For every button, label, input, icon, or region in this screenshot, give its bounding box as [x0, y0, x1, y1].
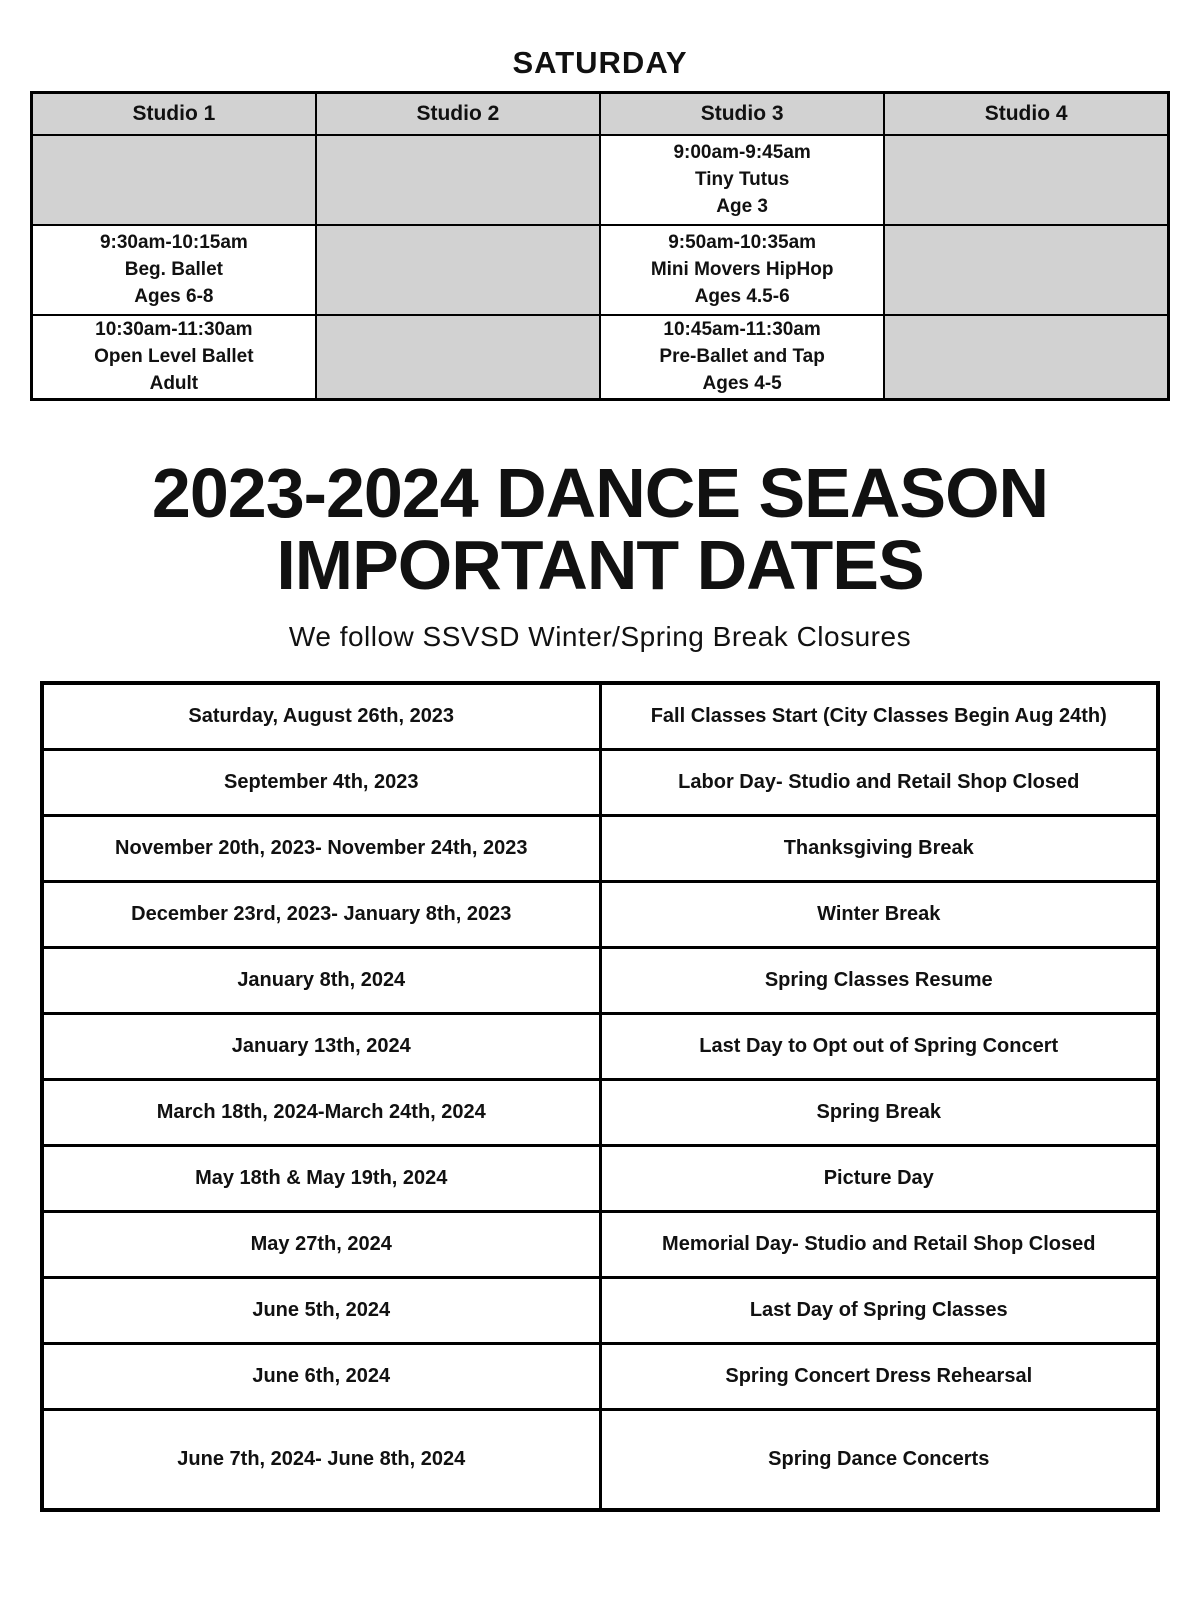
event-cell: Winter Break: [600, 881, 1158, 947]
season-title-line2: IMPORTANT DATES: [276, 526, 924, 604]
class-time: 9:00am-9:45am: [673, 142, 811, 163]
date-row: [42, 1343, 1158, 1409]
class-ages: Ages 4-5: [702, 373, 782, 395]
empty-cell: [884, 225, 1168, 315]
date-cell: June 5th, 2024: [42, 1277, 600, 1343]
season-subtitle: We follow SSVSD Winter/Spring Break Closures: [288, 621, 912, 652]
class-ages: Ages 6-8: [134, 286, 214, 307]
date-cell: May 18th & May 19th, 2024: [42, 1145, 600, 1211]
event-cell: Labor Day- Studio and Retail Shop Closed: [600, 749, 1158, 815]
class-name: Beg. Ballet: [124, 259, 223, 280]
event-cell: Picture Day: [600, 1145, 1158, 1211]
empty-cell: [316, 225, 600, 315]
season-title: [0, 454, 1200, 604]
class-time: 10:30am-11:30am: [95, 319, 253, 341]
event-cell: Spring Classes Resume: [600, 947, 1158, 1013]
studio-4-header: Studio 4: [884, 93, 1168, 135]
class-ages: Ages 4.5-6: [694, 286, 790, 307]
studio-schedule-table: [30, 91, 1170, 401]
date-row: [42, 749, 1158, 815]
date-cell: May 27th, 2024: [42, 1211, 600, 1277]
event-cell: Last Day of Spring Classes: [600, 1277, 1158, 1343]
class-time: 10:45am-11:30am: [663, 319, 821, 341]
date-row: [42, 1145, 1158, 1211]
class-ages: Adult: [149, 373, 199, 395]
class-name: Tiny Tutus: [694, 169, 790, 190]
date-cell: June 7th, 2024- June 8th, 2024: [42, 1409, 600, 1510]
event-cell: Thanksgiving Break: [600, 815, 1158, 881]
schedule-row-1: [32, 135, 1169, 225]
empty-cell: [316, 315, 600, 400]
date-cell: January 8th, 2024: [42, 947, 600, 1013]
empty-cell: [884, 135, 1168, 225]
event-cell: Spring Concert Dress Rehearsal: [600, 1343, 1158, 1409]
class-cell-beg-ballet: [32, 225, 316, 315]
important-dates-table: [40, 681, 1160, 1512]
schedule-row-3: [32, 315, 1169, 400]
empty-cell: [316, 135, 600, 225]
studio-1-header: Studio 1: [32, 93, 316, 135]
date-cell: September 4th, 2023: [42, 749, 600, 815]
studio-header-row: [32, 93, 1169, 135]
studio-2-header: Studio 2: [316, 93, 600, 135]
class-cell-open-level-ballet: [32, 315, 316, 400]
date-cell: January 13th, 2024: [42, 1013, 600, 1079]
class-cell-tiny-tutus: [600, 135, 884, 225]
class-time: 9:50am-10:35am: [668, 232, 817, 253]
date-cell: November 20th, 2023- November 24th, 2023: [42, 815, 600, 881]
date-row: [42, 1277, 1158, 1343]
date-cell: March 18th, 2024-March 24th, 2024: [42, 1079, 600, 1145]
date-row: [42, 1079, 1158, 1145]
day-title: SATURDAY: [512, 45, 688, 80]
class-name: Mini Movers HipHop: [650, 259, 834, 280]
empty-cell: [32, 135, 316, 225]
event-cell: Spring Dance Concerts: [600, 1409, 1158, 1510]
date-cell: December 23rd, 2023- January 8th, 2023: [42, 881, 600, 947]
date-row: [42, 947, 1158, 1013]
class-ages: Age 3: [716, 196, 768, 217]
date-row: [42, 881, 1158, 947]
class-cell-mini-movers: [600, 225, 884, 315]
schedule-row-2: [32, 225, 1169, 315]
event-cell: Spring Break: [600, 1079, 1158, 1145]
studio-3-header: Studio 3: [600, 93, 884, 135]
date-row: [42, 683, 1158, 749]
date-row: [42, 1013, 1158, 1079]
date-row: [42, 815, 1158, 881]
event-cell: Last Day to Opt out of Spring Concert: [600, 1013, 1158, 1079]
event-cell: Memorial Day- Studio and Retail Shop Closed: [600, 1211, 1158, 1277]
date-cell: June 6th, 2024: [42, 1343, 600, 1409]
date-row: [42, 1211, 1158, 1277]
class-cell-pre-ballet-tap: [600, 315, 884, 400]
empty-cell: [884, 315, 1168, 400]
class-name: Open Level Ballet: [94, 346, 254, 368]
class-name: Pre-Ballet and Tap: [659, 346, 825, 368]
event-cell: Fall Classes Start (City Classes Begin Aug 24th): [600, 683, 1158, 749]
class-time: 9:30am-10:15am: [99, 232, 248, 253]
date-row: [42, 1409, 1158, 1510]
date-cell: Saturday, August 26th, 2023: [42, 683, 600, 749]
season-title-line1: 2023-2024 DANCE SEASON: [151, 454, 1049, 532]
